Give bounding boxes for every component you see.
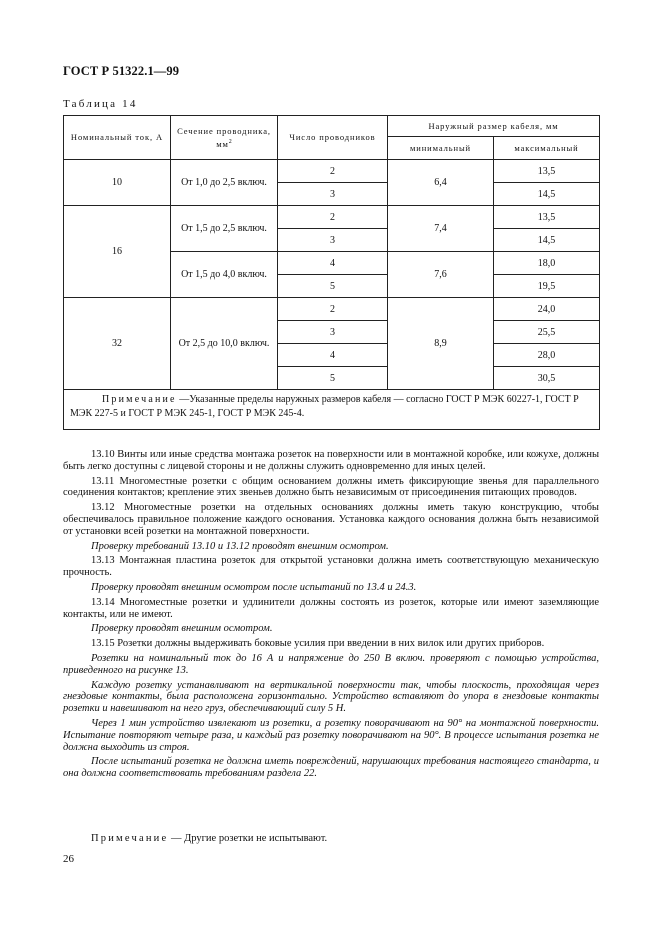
header-section-text: Сечение проводника, мм bbox=[177, 125, 271, 149]
cell-section-16b: От 1,5 до 4,0 включ. bbox=[171, 252, 278, 298]
header-outer: Наружный размер кабеля, мм bbox=[388, 116, 600, 137]
cell-min-16a: 7,4 bbox=[388, 206, 494, 252]
cell-max: 14,5 bbox=[494, 183, 600, 206]
cell-max: 14,5 bbox=[494, 229, 600, 252]
clause-paragraph: 13.15 Розетки должны выдерживать боковые усилия при введении в них вилок или других приборов. bbox=[91, 638, 545, 650]
cell-min-16b: 7,6 bbox=[388, 252, 494, 298]
check-paragraph: Каждую розетку устанавливают на вертикальной поверхности так, чтобы плоскость, проходящая через гнездовые контакты, была расположена горизонтально. Устройство вставляют до упора в гнездовые контакты розетки и навешивают на него груз, обеспечивающий силу 5 Н. bbox=[63, 679, 599, 715]
check-paragraph: Проверку проводят внешним осмотром после испытаний по 13.4 и 24.3. bbox=[91, 581, 417, 593]
cell-max: 24,0 bbox=[494, 298, 600, 321]
table-caption: Таблица 14 bbox=[63, 98, 138, 110]
check-paragraph: Розетки на номинальный ток до 16 А и напряжение до 250 В включ. проверяют с помощью устройства, приведенного на рисунке 13. bbox=[63, 652, 599, 676]
clause-paragraph: 13.14 Многоместные розетки и удлинители должны состоять из розеток, которые или имеют заземляющие контакты, или не имеют. bbox=[63, 596, 599, 620]
cell-count: 2 bbox=[278, 160, 388, 183]
clause-paragraph: 13.12 Многоместные розетки на отдельных основаниях должны иметь такую конструкцию, чтобы обеспечивалось правильное положение каждого основания. Установка каждого основания должна быть независимой от установки всей розетки на монтажной поверхности. bbox=[63, 502, 599, 537]
header-current: Номинальный ток, А bbox=[64, 116, 171, 160]
header-section bbox=[171, 116, 278, 160]
check-paragraph: После испытаний розетка не должна иметь повреждений, нарушающих требования настоящего стандарта, и она должна соответствовать требованиям раздела 22. bbox=[63, 756, 599, 780]
cell-section-10: От 1,0 до 2,5 включ. bbox=[171, 160, 278, 206]
cell-current-10: 10 bbox=[64, 160, 171, 206]
cell-min-32: 8,9 bbox=[388, 298, 494, 390]
check-paragraph: Проверку требований 13.10 и 13.12 проводят внешним осмотром. bbox=[91, 540, 389, 552]
cell-section-16a: От 1,5 до 2,5 включ. bbox=[171, 206, 278, 252]
cell-count: 4 bbox=[278, 252, 388, 275]
cell-section-32: От 2,5 до 10,0 включ. bbox=[171, 298, 278, 390]
cell-max: 19,5 bbox=[494, 275, 600, 298]
cell-min-10: 6,4 bbox=[388, 160, 494, 206]
page-number: 26 bbox=[63, 853, 74, 865]
table-note-text: —Указанные пределы наружных размеров кабеля — согласно ГОСТ Р МЭК 60227-1, ГОСТ Р МЭК 227-5 и ГОСТ Р МЭК 245-1, ГОСТ Р МЭК 245-4. bbox=[70, 394, 579, 419]
cell-max: 25,5 bbox=[494, 321, 600, 344]
cell-current-32: 32 bbox=[64, 298, 171, 390]
cell-count: 3 bbox=[278, 183, 388, 206]
clause-paragraph: 13.11 Многоместные розетки с общим основанием должны иметь фиксирующие звенья для параллельного соединения контактов; крепление этих звеньев должно быть независимым от присоединения питающих проводов. bbox=[63, 475, 599, 499]
check-paragraph: Через 1 мин устройство извлекают из розетки, а розетку поворачивают на 90° на монтажной поверхности. Испытание повторяют четыре раза, и каждый раз розетку поворачивают на 90°. В процессе испытания розетка не должна выходить из строя. bbox=[63, 717, 599, 753]
cell-max: 30,5 bbox=[494, 367, 600, 390]
cell-max: 13,5 bbox=[494, 160, 600, 183]
header-min: минимальный bbox=[388, 137, 494, 160]
cell-count: 2 bbox=[278, 298, 388, 321]
check-paragraph: Проверку проводят внешним осмотром. bbox=[91, 623, 273, 635]
clause-paragraph: 13.10 Винты или иные средства монтажа розеток на поверхности или в монтажной коробке, или кожухе, должны быть легко доступны с лицевой стороны и не должны служить одновременно для иных целей. bbox=[63, 449, 599, 472]
header-count: Число проводников bbox=[278, 116, 388, 160]
body-text bbox=[63, 449, 599, 780]
cell-count: 4 bbox=[278, 344, 388, 367]
final-note bbox=[63, 833, 599, 844]
table-note-label: Примечание bbox=[102, 394, 177, 405]
header-section-sup: 2 bbox=[228, 138, 232, 145]
cell-count: 5 bbox=[278, 275, 388, 298]
cell-count: 2 bbox=[278, 206, 388, 229]
cell-max: 13,5 bbox=[494, 206, 600, 229]
final-note-label: Примечание bbox=[91, 833, 169, 844]
clause-paragraph: 13.13 Монтажная пластина розеток для открытой установки должна иметь соответствующую механическую прочность. bbox=[63, 555, 599, 579]
cable-size-table bbox=[63, 115, 600, 430]
table-note bbox=[64, 390, 600, 430]
cell-count: 3 bbox=[278, 321, 388, 344]
cell-count: 5 bbox=[278, 367, 388, 390]
document-code: ГОСТ Р 51322.1—99 bbox=[63, 64, 180, 78]
cell-max: 18,0 bbox=[494, 252, 600, 275]
cell-count: 3 bbox=[278, 229, 388, 252]
header-max: максимальный bbox=[494, 137, 600, 160]
cell-current-16: 16 bbox=[64, 206, 171, 298]
final-note-text: — Другие розетки не испытывают. bbox=[168, 833, 328, 844]
cell-max: 28,0 bbox=[494, 344, 600, 367]
